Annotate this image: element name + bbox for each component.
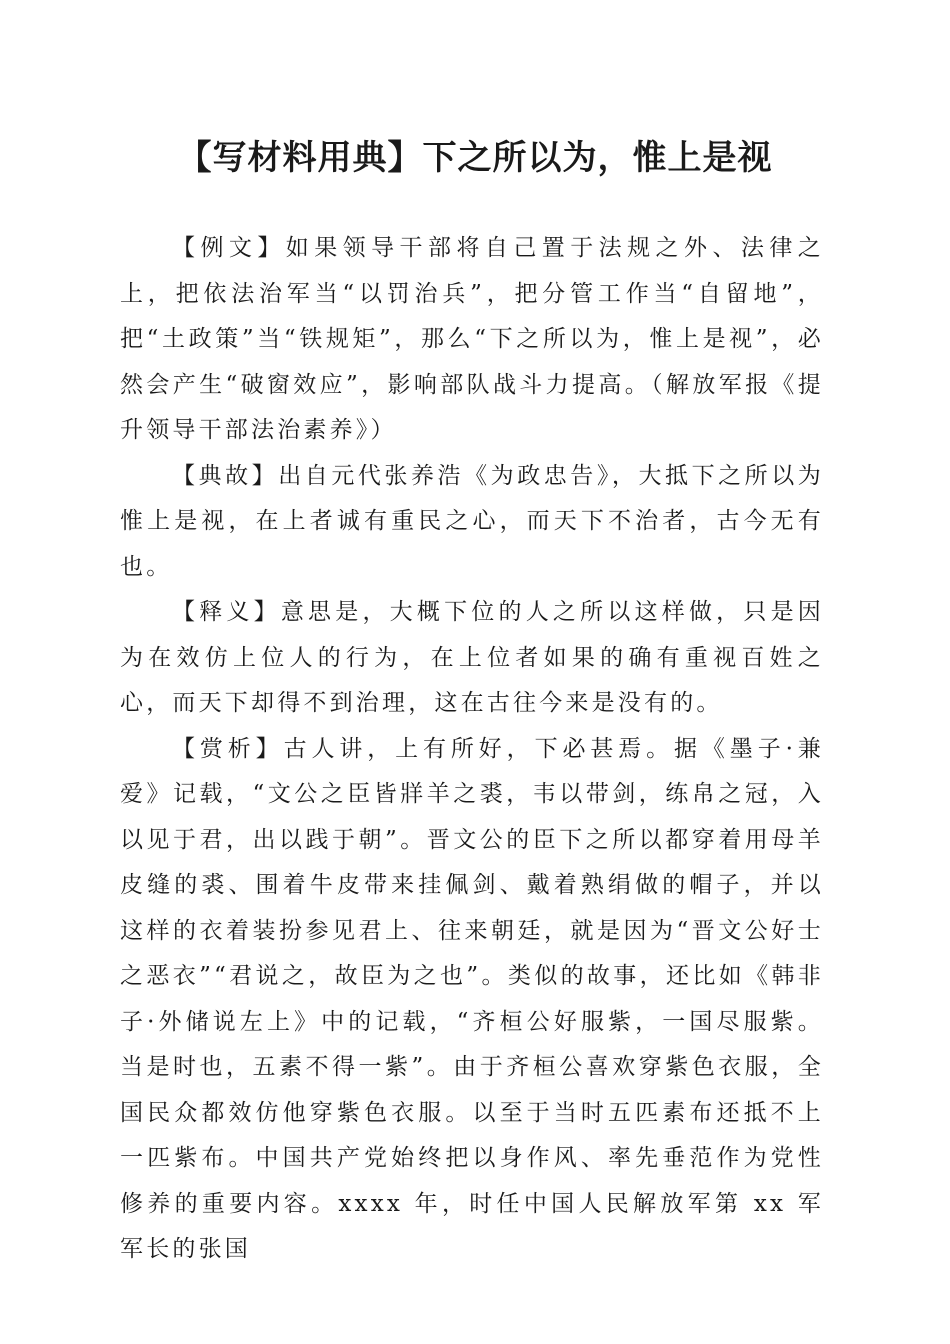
paragraph-allusion [120,454,824,591]
paragraph-tag: 【例文】 [172,235,286,261]
paragraph-text: 意思是，大概下位的人之所以这样做，只是因为在效仿上位人的行为，在上位者如果的确有重视百姓之心，而天下却得不到治理，这在古往今来是没有的。 [120,599,824,716]
paragraph-meaning [120,590,824,727]
paragraph-tag: 【释义】 [172,599,281,625]
document-title: 【写材料用典】下之所以为，惟上是视 [177,138,773,178]
paragraph-example [120,226,824,454]
paragraph-tag: 【赏析】 [172,735,284,762]
paragraph-text: 古人讲，上有所好，下必甚焉。据《墨子·兼爱》记载，“文公之臣皆牂羊之裘，韦以带剑，练帛之冠，入以见于君，出以践于朝”。晋文公的臣下之所以都穿着用母羊皮缝的裘、围着牛皮带来挂佩剑、戴着熟绢做的帽子，并以这样的衣着装扮参见君上、往来朝廷，就是因为“晋文公好士之恶衣”“君说之，故臣为之也”。类似的故事，还比如《韩非子·外储说左上》中的记载，“齐桓公好服紫，一国尽服紫。当是时也，五素不得一紫”。由于齐桓公喜欢穿紫色衣服，全国民众都效仿他穿紫色衣服。以至于当时五匹素布还抵不上一匹紫布。中国共产党始终把以身作风、率先垂范作为党性修养的重要内容。xxxx 年，时任中国人民解放军第 xx 军军长的张国 [120,735,824,1262]
paragraph-text: 如果领导干部将自己置于法规之外、法律之上，把依法治军当“以罚治兵”，把分管工作当“自留地”，把“土政策”当“铁规矩”，那么“下之所以为，惟上是视”，必然会产生“破窗效应”，影响部队战斗力提高。（解放军报《提升领导干部法治素养》） [120,235,824,443]
paragraph-appreciation [120,727,824,1273]
paragraph-tag: 【典故】 [172,462,279,489]
document-body [120,226,824,1273]
paragraph-text: 出自元代张养浩《为政忠告》，大抵下之所以为惟上是视，在上者诚有重民之心，而天下不治者，古今无有也。 [120,462,824,580]
